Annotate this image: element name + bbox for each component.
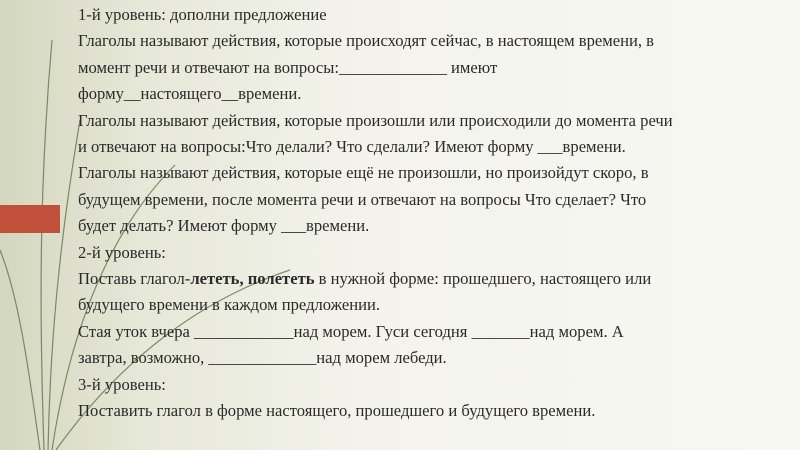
text-line: Стая уток вчера ____________над морем. Гуси сегодня _______над морем. А bbox=[78, 321, 624, 341]
text-line-heading-1: 1-й уровень: дополни предложение bbox=[78, 5, 327, 24]
accent-bar bbox=[0, 205, 60, 233]
text-line: и отвечают на вопросы:Что делали? Что сделали? Имеют форму ___времени. bbox=[78, 137, 626, 157]
text-line-task bbox=[78, 266, 796, 292]
text-line: Поставить глагол в форме настоящего, прошедшего и будущего времени. bbox=[78, 401, 596, 421]
slide-text bbox=[78, 2, 796, 425]
task-verbs-bold: лететь, полететь bbox=[190, 269, 315, 289]
text-line: будущего времени в каждом предложении. bbox=[78, 295, 381, 315]
text-line: завтра, возможно, _____________над морем лебеди. bbox=[78, 348, 447, 368]
text-line-heading-2: 2-й уровень: bbox=[78, 242, 166, 262]
text-line: будет делать? Имеют форму ___времени. bbox=[78, 216, 370, 236]
text-line: Глаголы называют действия, которые произошли или происходили до момента речи bbox=[78, 110, 673, 130]
text-line: форму__настоящего__времени. bbox=[78, 84, 302, 104]
text-line: момент речи и отвечают на вопросы:_____________ имеют bbox=[78, 57, 498, 77]
text-line-heading-3: 3-й уровень: bbox=[78, 374, 166, 394]
task-suffix: в нужной форме: прошедшего, настоящего или bbox=[314, 269, 652, 289]
text-line: Глаголы называют действия, которые происходят сейчас, в настоящем времени, в bbox=[78, 31, 655, 51]
text-line: будущем времени, после момента речи и отвечают на вопросы Что сделает? Что bbox=[78, 189, 647, 209]
task-prefix: Поставь глагол- bbox=[78, 269, 191, 289]
text-line: Глаголы называют действия, которые ещё не произошли, но произойдут скоро, в bbox=[78, 163, 649, 183]
